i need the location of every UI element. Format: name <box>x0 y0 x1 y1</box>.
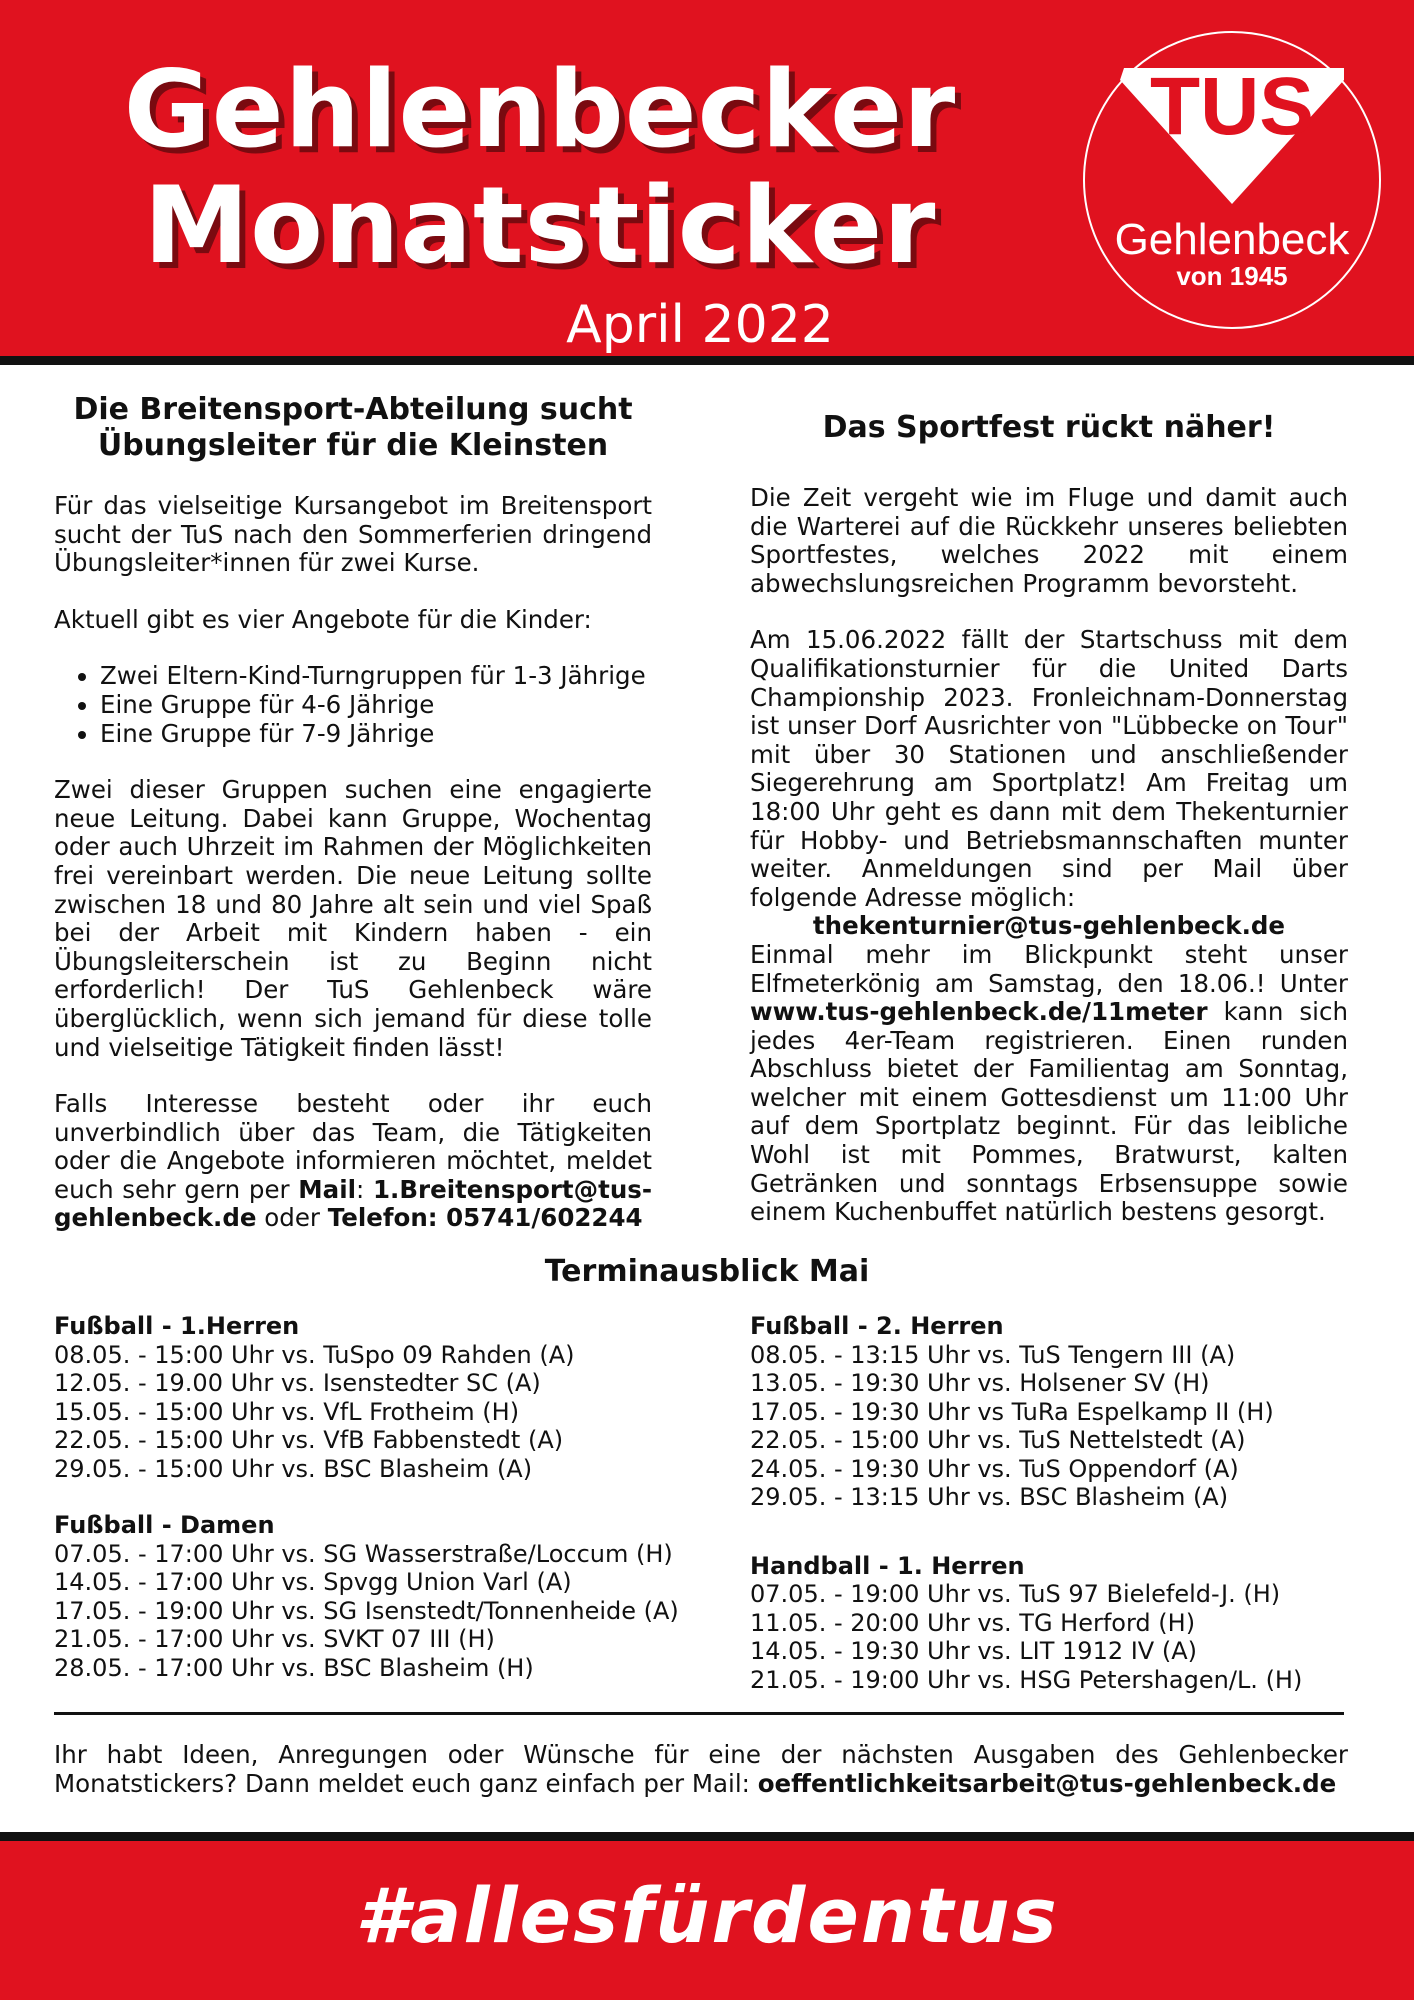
heading-line-1: Die Breitensport-Abteilung sucht <box>73 392 633 427</box>
list-item: 11.05. - 20:00 Uhr vs. TG Herford (H) <box>750 1608 1196 1637</box>
schedule-group <box>54 1511 694 1682</box>
paragraph-text: kann sich jedes 4er-Team registrieren. Einen runden Abschluss bietet der Familientag am Sonntag, welcher mit einem Gottesdienst um 11:00 Uhr auf dem Sportplatz beginnt. Für das leibliche Wohl ist mit Pommes, Bratwurst, kalten Getränken und sonntags Erbsensuppe sowie einem Kuchenbuffet natürlich bestens gesorgt. <box>750 997 1348 1227</box>
divider <box>54 1712 1344 1715</box>
article-heading: Das Sportfest rückt näher! <box>822 410 1276 445</box>
schedule-right <box>750 1312 1390 1722</box>
group-title: Fußball - 1.Herren <box>54 1312 300 1340</box>
title-line-1: Gehlenbecker <box>123 48 957 171</box>
list-item: 14.05. - 19:30 Uhr vs. LIT 1912 IV (A) <box>750 1637 1197 1665</box>
paragraph: Zwei dieser Gruppen suchen eine engagierte neue Leitung. Dabei kann Gruppe, Wochentag oder auch Uhrzeit im Rahmen der Möglichkeiten frei vereinbart werden. Die neue Leitung sollte zwischen 18 und 80 Jahre alt sein und viel Spaß bei der Arbeit mit Kindern haben - ein Übungsleiterschein ist zu Beginn nicht erforderlich! Der TuS Gehlenbeck wäre überglücklich, wenn sich jemand für diese tolle und vielseitige Tätigkeit finden lässt! <box>54 775 652 1062</box>
list-item: 24.05. - 19:30 Uhr vs. TuS Oppendorf (A) <box>750 1454 1239 1483</box>
paragraph: Für das vielseitige Kursangebot im Breitensport sucht der TuS nach den Sommerferien dringend Übungsleiter*innen für zwei Kurse. <box>54 491 652 578</box>
feedback-paragraph <box>54 1741 1348 1798</box>
list-item: 12.05. - 19.00 Uhr vs. Isenstedter SC (A) <box>54 1369 541 1397</box>
group-title: Fußball - 2. Herren <box>750 1312 1004 1340</box>
list-item: 07.05. - 19:00 Uhr vs. TuS 97 Bielefeld-J. (H) <box>750 1580 1281 1608</box>
heading-line-2: Übungsleiter für die Kleinsten <box>97 428 609 463</box>
list-item: 22.05. - 15:00 Uhr vs. TuS Nettelstedt (A) <box>750 1426 1246 1454</box>
logo-club-name: Gehlenbeck <box>1114 215 1350 264</box>
mail-label: Mail <box>298 1174 357 1204</box>
header-divider <box>0 356 1414 365</box>
schedule-title: Terminausblick Mai <box>544 1254 870 1289</box>
list-item: 13.05. - 19:30 Uhr vs. Holsener SV (H) <box>750 1369 1210 1397</box>
schedule-left <box>54 1312 694 1710</box>
schedule-group <box>750 1312 1390 1512</box>
list-item: 28.05. - 17:00 Uhr vs. BSC Blasheim (H) <box>54 1653 534 1682</box>
breitensport-email[interactable]: 1.Breitensport@tus-gehlenbeck.de <box>54 1174 653 1233</box>
paragraph: Aktuell gibt es vier Angebote für die Kinder: <box>54 604 592 634</box>
paragraph: Die Zeit vergeht wie im Fluge und damit auch die Warterei auf die Rückkehr unseres beliebten Sportfestes, welches 2022 mit einem abwechslungsreichen Programm bevorsteht. <box>750 483 1348 598</box>
pr-email[interactable]: oeffentlichkeitsarbeit@tus-gehlenbeck.de <box>757 1768 1337 1798</box>
list-item: 17.05. - 19:00 Uhr vs. SG Isenstedt/Tonnenheide (A) <box>54 1596 679 1625</box>
tus-logo <box>1080 28 1384 332</box>
elfmeter-link[interactable]: www.tus-gehlenbeck.de/11meter <box>750 997 1208 1027</box>
title-line-2: Monatsticker <box>143 164 937 287</box>
paragraph: Am 15.06.2022 fällt der Startschuss mit dem Qualifikationsturnier für die United Darts Championship 2023. Fronleichnam-Donnerstag ist unser Dorf Ausrichter von "Lübbecke on Tour" mit über 30 Stationen und anschließender Siegerehrung am Sportplatz! Am Freitag um 18:00 Uhr geht es dann mit dem Thekenturnier für Hobby- und Betriebsmannschaften munter weiter. Anmeldungen sind per Mail über folgende Adresse möglich: <box>750 625 1348 912</box>
group-title: Fußball - Damen <box>54 1511 275 1539</box>
list-item: • Zwei Eltern-Kind-Turngruppen für 1-3 Jährige <box>100 662 652 691</box>
list-item: 21.05. - 19:00 Uhr vs. HSG Petershagen/L. (H) <box>750 1665 1303 1694</box>
phone-number[interactable]: Telefon: 05741/602244 <box>327 1203 643 1233</box>
paragraph-text: Einmal mehr im Blickpunkt steht unser Elfmeterkönig am Samstag, den 18.06.! Unter <box>750 939 1348 998</box>
list-item: 14.05. - 17:00 Uhr vs. Spvgg Union Varl (A) <box>54 1568 572 1596</box>
list-item: 08.05. - 15:00 Uhr vs. TuSpo 09 Rahden (A) <box>54 1340 575 1369</box>
offer-list <box>54 662 652 748</box>
list-item: • Eine Gruppe für 4-6 Jährige <box>100 691 652 720</box>
article-sportfest <box>750 392 1348 1227</box>
paragraph <box>750 941 1348 1227</box>
feedback-text: Ihr habt Ideen, Anregungen oder Wünsche für eine der nächsten Ausgaben des Gehlenbecker Monatstickers? Dann meldet euch ganz einfach per Mail: <box>54 1740 1348 1798</box>
list-item: 21.05. - 17:00 Uhr vs. SVKT 07 III (H) <box>54 1625 495 1653</box>
list-item: 22.05. - 15:00 Uhr vs. VfB Fabbenstedt (A) <box>54 1426 564 1454</box>
list-item: 15.05. - 15:00 Uhr vs. VfL Frotheim (H) <box>54 1397 520 1426</box>
logo-year: von 1945 <box>1176 261 1288 291</box>
group-title: Handball - 1. Herren <box>750 1551 1025 1580</box>
list-item: 29.05. - 15:00 Uhr vs. BSC Blasheim (A) <box>54 1454 533 1483</box>
oder-text: oder <box>256 1203 328 1233</box>
hashtag: #allesfürdentus <box>355 1871 1059 1960</box>
list-item: 08.05. - 13:15 Uhr vs. TuS Tengern III (A) <box>750 1340 1236 1369</box>
schedule-group <box>750 1552 1390 1695</box>
list-item: • Eine Gruppe für 7-9 Jährige <box>100 720 652 749</box>
article-heading <box>54 392 652 464</box>
list-item: 29.05. - 13:15 Uhr vs. BSC Blasheim (A) <box>750 1483 1229 1511</box>
list-item: 17.05. - 19:30 Uhr vs TuRa Espelkamp II (H) <box>750 1397 1274 1426</box>
contact-text: Falls Interesse besteht oder ihr euch unverbindlich über das Team, die Tätigkeiten oder die Angebote informieren möchtet, meldet euch sehr gern per <box>54 1089 652 1204</box>
page-title <box>60 48 1020 287</box>
issue-date: April 2022 <box>566 295 834 355</box>
schedule-group <box>54 1312 694 1483</box>
thekenturnier-email[interactable]: thekenturnier@tus-gehlenbeck.de <box>812 911 1286 941</box>
article-breitensport <box>54 392 652 1233</box>
list-item: 07.05. - 17:00 Uhr vs. SG Wasserstraße/Loccum (H) <box>54 1539 673 1568</box>
footer-divider <box>0 1832 1414 1841</box>
logo-tus-text: TUS <box>1150 61 1314 152</box>
contact-paragraph <box>54 1090 652 1233</box>
colon: : <box>356 1174 373 1204</box>
